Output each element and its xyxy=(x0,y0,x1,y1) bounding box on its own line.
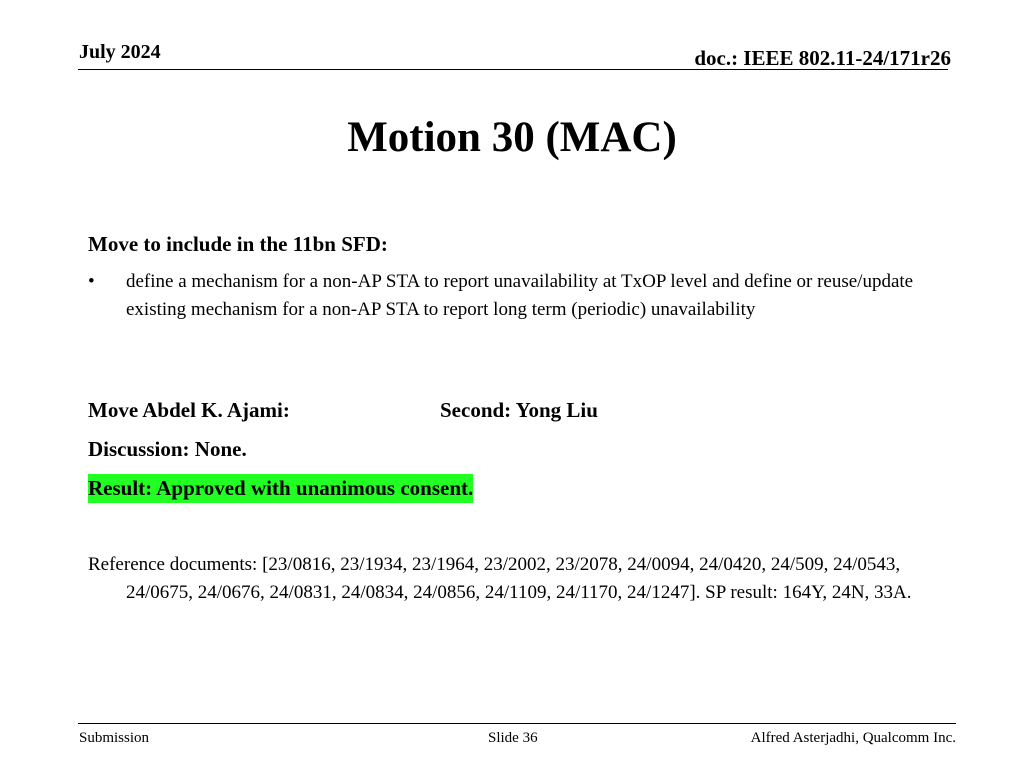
motion-intro: Move to include in the 11bn SFD: xyxy=(88,232,388,256)
motion-result: Result: Approved with unanimous consent. xyxy=(88,474,473,503)
header-divider xyxy=(78,69,948,70)
bullet-icon: • xyxy=(88,271,95,292)
footer-divider xyxy=(78,723,956,724)
motion-bullet-list xyxy=(88,268,948,323)
footer-author: Alfred Asterjadhi, Qualcomm Inc. xyxy=(750,730,956,746)
motion-mover: Move Abdel K. Ajami: xyxy=(88,398,290,422)
footer-submission: Submission xyxy=(79,730,150,746)
header-doc-id: doc.: IEEE 802.11-24/171r26 xyxy=(694,46,951,70)
motion-second: Second: Yong Liu xyxy=(440,398,598,422)
slide-title: Motion 30 (MAC) xyxy=(347,114,677,161)
motion-discussion: Discussion: None. xyxy=(88,437,247,461)
reference-documents: Reference documents: [23/0816, 23/1934, 23/1964, 23/2002, 23/2078, 24/0094, 24/0420, 24/509, 24/0543, 24/0675, 24/0676, 24/0831, 24/0834, 24/0856, 24/1109, 24/1170, 24/1247]. SP result: 164Y, 24N, 33A. xyxy=(88,554,912,603)
header-date: July 2024 xyxy=(79,41,161,63)
footer-slide-number: Slide 36 xyxy=(488,730,538,746)
motion-bullet-text: define a mechanism for a non-AP STA to report unavailability at TxOP level and define or reuse/update existing mechanism for a non-AP STA to report long term (periodic) unavailability xyxy=(126,271,914,320)
motion-bullet-item xyxy=(88,268,948,323)
